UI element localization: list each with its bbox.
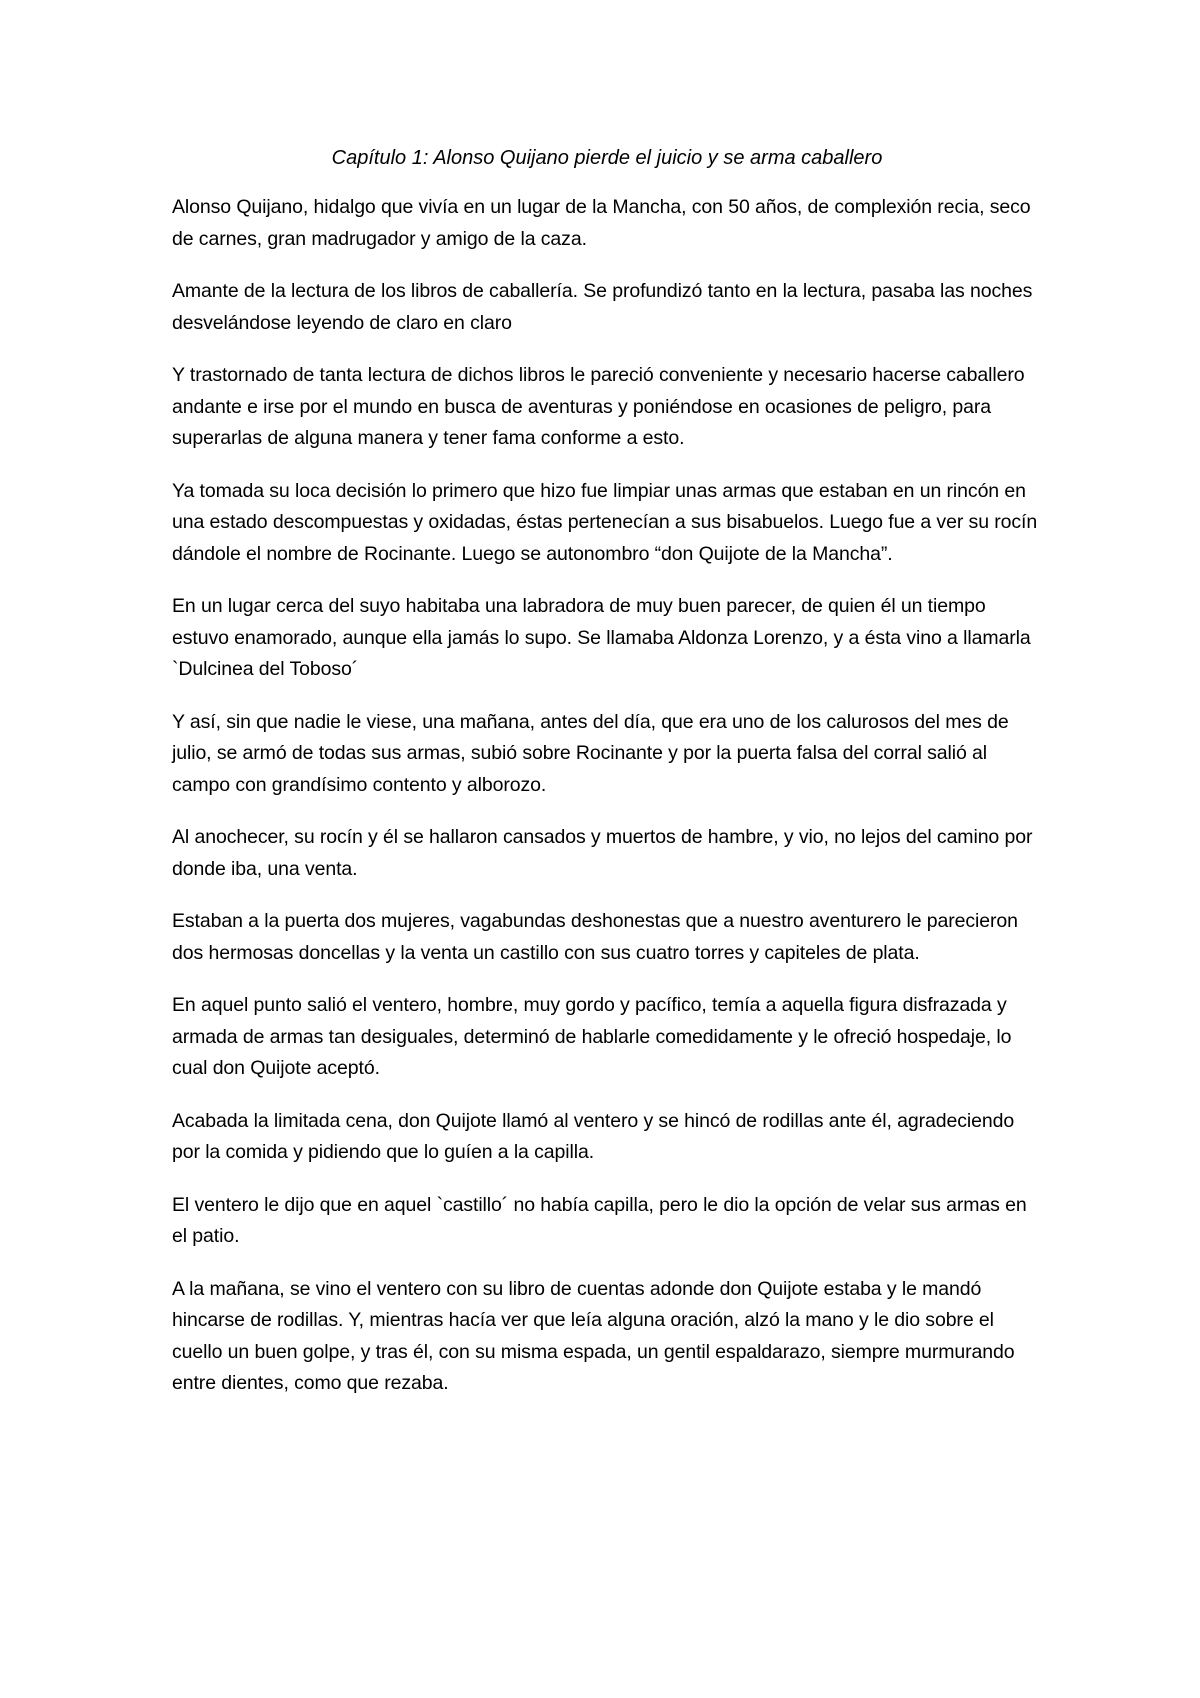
paragraph: Y así, sin que nadie le viese, una mañana, antes del día, que era uno de los calurosos del mes de julio, se armó de todas sus armas, subió sobre Rocinante y por la puerta falsa del corral salió al campo con grandísimo contento y alborozo. bbox=[172, 710, 1009, 796]
paragraph: Ya tomada su loca decisión lo primero que hizo fue limpiar unas armas que estaban en un rincón en una estado descompuestas y oxidadas, éstas pertenecían a sus bisabuelos. Luego fue a ver su rocín dándole el nombre de Rocinante. Luego se autonombro “don Quijote de la Mancha”. bbox=[172, 479, 1038, 565]
chapter-title: Capítulo 1: Alonso Quijano pierde el juicio y se arma caballero bbox=[331, 147, 883, 169]
paragraph: En aquel punto salió el ventero, hombre, muy gordo y pacífico, temía a aquella figura disfrazada y armada de armas tan desiguales, determinó de hablarle comedidamente y le ofreció hospedaje, lo cual don Quijote aceptó. bbox=[172, 994, 1012, 1079]
paragraph: Y trastornado de tanta lectura de dichos libros le pareció conveniente y necesario hacerse caballero andante e irse por el mundo en busca de aventuras y poniéndose en ocasiones de peligro, para superarlas de alguna manera y tener fama conforme a esto. bbox=[172, 364, 1025, 449]
paragraph: Acabada la limitada cena, don Quijote llamó al ventero y se hincó de rodillas ante él, agradeciendo por la comida y pidiendo que lo guíen a la capilla. bbox=[172, 1109, 1015, 1163]
paragraph: A la mañana, se vino el ventero con su libro de cuentas adonde don Quijote estaba y le mandó hincarse de rodillas. Y, mientras hacía ver que leía alguna oración, alzó la mano y le dio sobre el cuello un buen golpe, y tras él, con su misma espada, un gentil espaldarazo, siempre murmurando entre dientes, como que rezaba. bbox=[172, 1277, 1015, 1394]
paragraph: Amante de la lectura de los libros de caballería. Se profundizó tanto en la lectura, pasaba las noches desvelándose leyendo de claro en claro bbox=[172, 280, 1033, 334]
document-page bbox=[172, 144, 1042, 1421]
paragraph: Alonso Quijano, hidalgo que vivía en un lugar de la Mancha, con 50 años, de complexión recia, seco de carnes, gran madrugador y amigo de la caza. bbox=[172, 196, 1031, 250]
paragraph: Al anochecer, su rocín y él se hallaron cansados y muertos de hambre, y vio, no lejos del camino por donde iba, una venta. bbox=[172, 826, 1033, 880]
paragraph: Estaban a la puerta dos mujeres, vagabundas deshonestas que a nuestro aventurero le parecieron dos hermosas doncellas y la venta un castillo con sus cuatro torres y capiteles de plata. bbox=[172, 910, 1018, 964]
paragraph: El ventero le dijo que en aquel `castillo´ no había capilla, pero le dio la opción de velar sus armas en el patio. bbox=[172, 1193, 1027, 1247]
paragraph: En un lugar cerca del suyo habitaba una labradora de muy buen parecer, de quien él un tiempo estuvo enamorado, aunque ella jamás lo supo. Se llamaba Aldonza Lorenzo, y a ésta vino a llamarla `Dulcinea del Toboso´ bbox=[172, 595, 1031, 680]
